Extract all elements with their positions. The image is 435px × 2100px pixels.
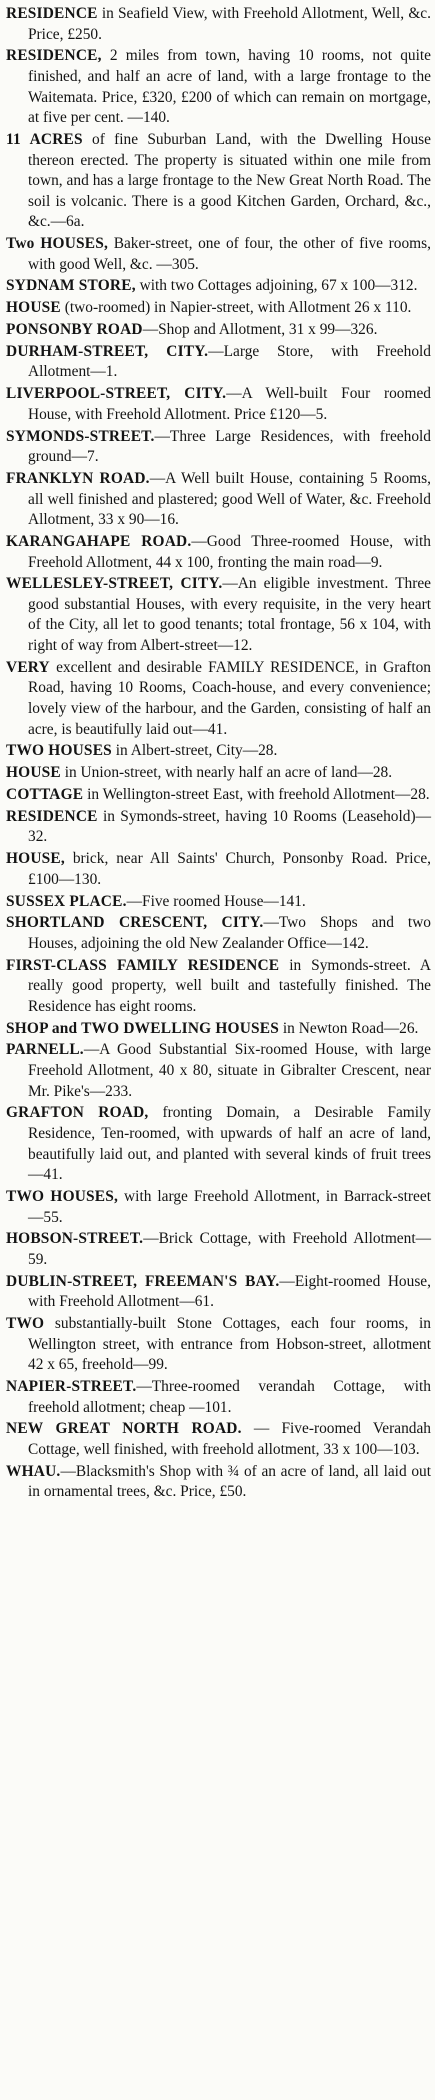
- listing-body: —Three Large Residences, with freehold ground—7.: [28, 427, 431, 466]
- listing-entry: [6, 1229, 431, 1270]
- listing-entry: [6, 785, 431, 806]
- listing-entry: [6, 849, 431, 890]
- listing-body: Baker-street, one of four, the other of five rooms, with good Well, &c. —305.: [28, 235, 431, 273]
- listing-heading: RESIDENCE: [6, 5, 98, 22]
- listing-body: fronting Domain, a Desirable Family Residence, Ten-roomed, with upwards of half an acre of land, beautifully laid out, and planted with several kinds of fruit trees—41.: [28, 1104, 431, 1184]
- listing-entry: [6, 384, 431, 425]
- listing-heading: SHOP and TWO DWELLING HOUSES: [6, 1019, 280, 1037]
- listing-heading: GRAFTON ROAD,: [6, 1104, 149, 1122]
- listing-heading: KARANGAHAPE ROAD.: [6, 532, 192, 550]
- listing-body: —A Good Substantial Six-roomed House, with large Freehold Allotment, 40 x 80, situate in Gibralter Crescent, near Mr. Pike's—233.: [28, 1041, 431, 1100]
- listing-entry: [6, 427, 431, 468]
- listing-heading: NEW GREAT NORTH ROAD.: [6, 1420, 242, 1438]
- listing-entry: [6, 1187, 431, 1228]
- listing-body: in Symonds-street. A really good property, well built and tastefully finished. The Residence has eight rooms.: [28, 956, 431, 1015]
- listing-entry: [6, 1377, 431, 1418]
- listing-body: excellent and desirable FAMILY RESIDENCE, in Grafton Road, having 10 Rooms, Coach-house, and every convenience; lovely view of the harbour, and the Garden, consisting of half an acre, is beautifully laid out—41.: [28, 658, 431, 738]
- listing-body: —Good Three-roomed House, with Freehold Allotment, 44 x 100, fronting the main road—9.: [28, 532, 431, 571]
- listing-body: —Eight-roomed House, with Freehold Allotment—61.: [28, 1272, 431, 1311]
- listing-body: with two Cottages adjoining, 67 x 100—312.: [135, 277, 418, 295]
- listing-entry: [6, 1103, 431, 1185]
- listing-heading: SUSSEX PLACE.: [6, 892, 127, 910]
- listing-body: with large Freehold Allotment, in Barrack-street—55.: [28, 1187, 431, 1226]
- listing-entry: [6, 320, 431, 341]
- listing-heading: DURHAM-STREET, CITY.: [6, 342, 209, 360]
- listing-heading: WELLESLEY-STREET, CITY.: [6, 575, 223, 593]
- listing-heading: NAPIER-STREET.: [6, 1378, 137, 1396]
- listing-entry: [6, 1019, 431, 1040]
- listing-entry: [6, 807, 431, 848]
- listing-heading: Two HOUSES,: [6, 235, 109, 253]
- listing-body: substantially-built Stone Cottages, each four rooms, in Wellington street, with entrance from Hobson-street, allotment 42 x 65, freehold—99.: [28, 1315, 431, 1374]
- listing-entry: [6, 574, 431, 656]
- listing-heading: TWO HOUSES: [6, 742, 112, 760]
- listing-body: —Blacksmith's Shop with ¾ of an acre of land, all laid out in ornamental trees, &c. Price, £50.: [28, 1462, 431, 1501]
- listing-entry: [6, 469, 431, 531]
- property-listings: [6, 4, 431, 1503]
- listing-body: in Symonds-street, having 10 Rooms (Leasehold)—32.: [28, 807, 431, 846]
- listing-heading: HOBSON-STREET.: [6, 1230, 144, 1248]
- listing-heading: SYMONDS-STREET.: [6, 427, 155, 445]
- listing-body: (two-roomed) in Napier-street, with Allotment 26 x 110.: [60, 299, 412, 317]
- listing-heading: HOUSE: [6, 764, 61, 782]
- listing-entry: [6, 4, 431, 45]
- listing-heading: SHORTLAND CRESCENT, CITY.: [6, 914, 264, 932]
- listing-body: —Two Shops and two Houses, adjoining the old New Zealander Office—142.: [28, 914, 431, 952]
- listing-heading: WHAU.: [6, 1462, 61, 1480]
- listing-body: —Brick Cottage, with Freehold Allotment—59.: [28, 1230, 431, 1268]
- listing-entry: [6, 1314, 431, 1376]
- listing-body: in Wellington-street East, with freehold Allotment—28.: [83, 785, 430, 803]
- listing-heading: VERY: [6, 658, 50, 676]
- listing-heading: COTTAGE: [6, 785, 84, 803]
- listing-entry: [6, 46, 431, 128]
- listing-body: —An eligible investment. Three good substantial Houses, with every requisite, in the very heart of the City, all let to good tenants; total frontage, 56 x 104, with right of way from Albert-street—12.: [28, 575, 431, 655]
- listing-body: —Three-roomed verandah Cottage, with freehold allotment; cheap —101.: [28, 1378, 431, 1416]
- listing-entry: [6, 130, 431, 233]
- listing-entry: [6, 342, 431, 383]
- listing-heading: FRANKLYN ROAD.: [6, 469, 150, 487]
- listing-heading: PARNELL.: [6, 1041, 84, 1059]
- listing-entry: [6, 234, 431, 275]
- listing-body: in Newton Road—26.: [279, 1019, 419, 1037]
- listing-body: brick, near All Saints' Church, Ponsonby Road. Price, £100—130.: [28, 850, 431, 888]
- listing-entry: [6, 956, 431, 1018]
- listing-body: —Shop and Allotment, 31 x 99—326.: [142, 321, 378, 339]
- listing-heading: DUBLIN-STREET, FREEMAN'S BAY.: [6, 1272, 280, 1290]
- listing-entry: [6, 763, 431, 784]
- listing-heading: FIRST-CLASS FAMILY RESIDENCE: [6, 956, 280, 974]
- listing-body: in Albert-street, City—28.: [111, 742, 278, 760]
- listing-body: — Five-roomed Verandah Cottage, well finished, with freehold allotment, 33 x 100—103.: [28, 1420, 431, 1458]
- listing-body: —Large Store, with Freehold Allotment—1.: [28, 342, 431, 381]
- listing-body: —A Well-built Four roomed House, with Freehold Allotment. Price £120—5.: [28, 385, 432, 423]
- listing-heading: RESIDENCE: [6, 807, 98, 825]
- listing-entry: [6, 1419, 431, 1460]
- listing-body: in Union-street, with nearly half an acre of land—28.: [60, 764, 393, 782]
- listing-heading: PONSONBY ROAD: [6, 321, 143, 339]
- listing-entry: [6, 741, 431, 762]
- listing-body: —Five roomed House—141.: [126, 892, 306, 910]
- listing-body: 2 miles from town, having 10 rooms, not quite finished, and half an acre of land, with a large frontage to the Waitemata. Price, £320, £200 of which can remain on mortgage, at five per cent. —140.: [28, 47, 431, 127]
- listing-entry: [6, 1040, 431, 1102]
- listing-entry: [6, 913, 431, 954]
- listing-heading: RESIDENCE,: [6, 47, 102, 65]
- listing-heading: 11 ACRES: [6, 130, 83, 148]
- listing-entry: [6, 1462, 431, 1503]
- listing-body: —A Well built House, containing 5 Rooms, all well finished and plastered; good Well of Water, &c. Freehold Allotment, 33 x 90—16.: [28, 469, 431, 529]
- listing-entry: [6, 1272, 431, 1313]
- listing-entry: [6, 892, 431, 913]
- listing-heading: LIVERPOOL-STREET, CITY.: [6, 385, 227, 403]
- listing-body: in Seafield View, with Freehold Allotment, Well, &c. Price, £250.: [28, 5, 431, 43]
- listing-body: of fine Suburban Land, with the Dwelling House thereon erected. The property is situated within one mile from town, and has a large frontage to the New Great North Road. The soil is volcanic. There is a good Kitchen Garden, Orchard, &c., &c.—6a.: [28, 130, 431, 231]
- listing-entry: [6, 532, 431, 573]
- listing-heading: SYDNAM STORE,: [6, 277, 136, 295]
- listing-heading: HOUSE,: [6, 850, 65, 868]
- listing-entry: [6, 298, 431, 319]
- listing-entry: [6, 658, 431, 740]
- listing-entry: [6, 276, 431, 297]
- listing-heading: TWO: [6, 1315, 45, 1333]
- listing-heading: TWO HOUSES,: [6, 1187, 119, 1205]
- listing-heading: HOUSE: [6, 299, 61, 317]
